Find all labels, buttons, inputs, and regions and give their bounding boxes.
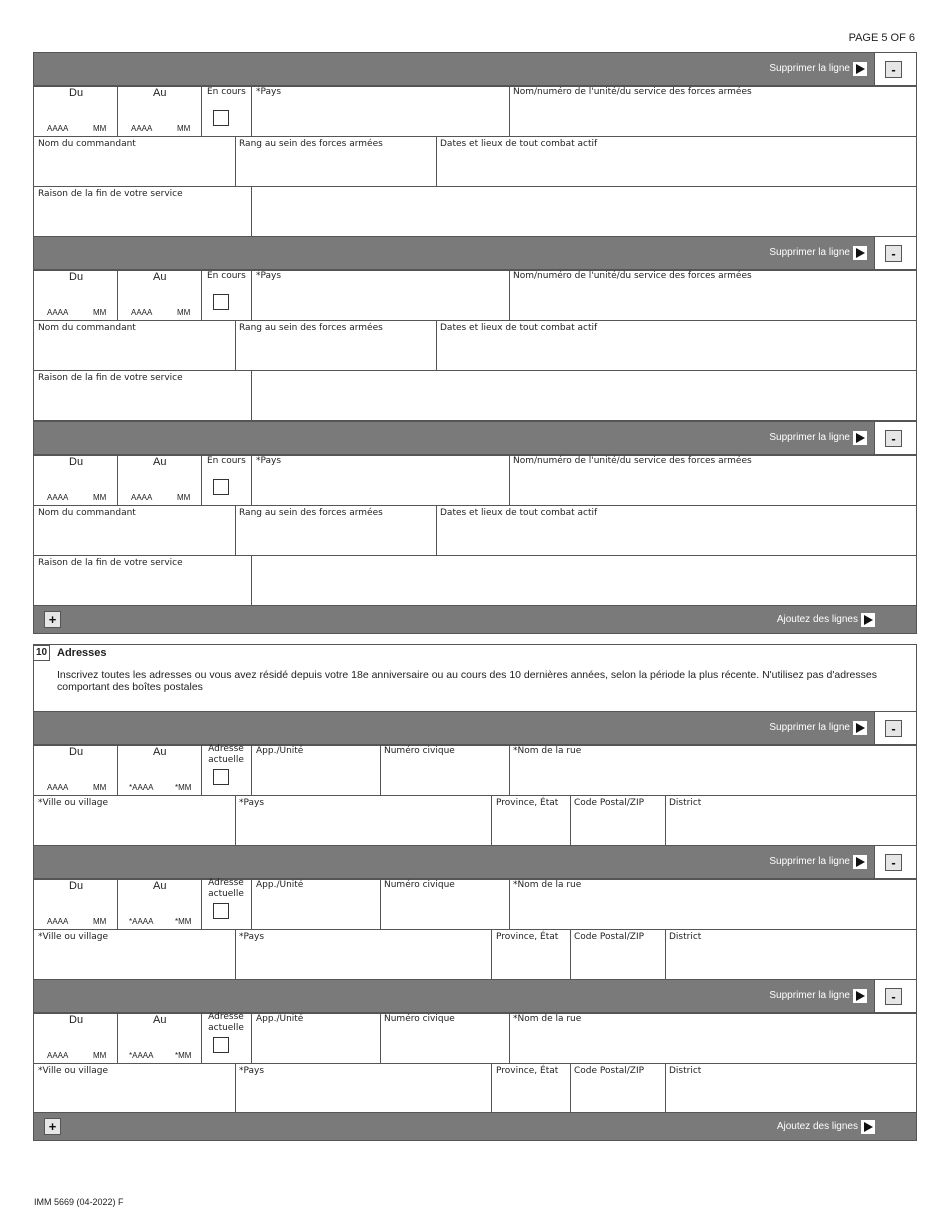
remove-button-cell [874,980,916,1012]
reason-field[interactable] [251,555,917,606]
city-label: *Ville ou village [38,798,109,808]
year-label: AAAA [47,493,69,502]
month-label: MM [177,124,191,133]
apt-label: App./Unité [256,1014,304,1024]
civic-label: Numéro civique [384,1014,455,1024]
to-label: Au [153,87,167,99]
add-lines-label: Ajoutez des lignes [776,1121,858,1132]
to-label: Au [153,271,167,283]
arrow-right-icon [853,989,867,1003]
rank-label: Rang au sein des forces armées [239,139,383,149]
current-address-label: Adresse actuelle [208,1012,244,1033]
year-label: AAAA [131,124,153,133]
remove-button-cell [874,53,916,85]
month-label: MM [93,308,107,317]
combat-label: Dates et lieux de tout combat actif [440,139,598,149]
district-label: District [669,1066,702,1076]
remove-button-cell [874,237,916,269]
apt-label: App./Unité [256,880,304,890]
arrow-right-icon [853,721,867,735]
remove-line-button[interactable]: - [885,245,902,262]
reason-field[interactable] [251,186,917,237]
district-label: District [669,798,702,808]
commander-label: Nom du commandant [38,323,136,333]
current-checkbox[interactable] [213,294,229,310]
province-label: Province, État [496,1066,559,1076]
year-label: *AAAA [129,783,154,792]
district-field[interactable] [665,929,917,980]
section-description: Inscrivez toutes les adresses ou vous avez résidé depuis votre 18e anniversaire ou au cours des 10 dernières années, selon la période la plus récente. N'utilisez pas d'adresses comportant des boîtes postales [57,669,877,693]
form-id: IMM 5669 (04-2022) F [34,1197,124,1207]
reason-label: Raison de la fin de votre service [38,373,183,383]
remove-button-cell [874,712,916,744]
year-label: AAAA [47,308,69,317]
current-label: En cours [207,456,246,466]
remove-line-button[interactable]: - [885,854,902,871]
month-label: MM [93,1051,107,1060]
remove-line-bar [33,236,917,270]
from-label: Du [69,746,84,758]
add-lines-label: Ajoutez des lignes [776,614,858,625]
current-address-label: Adresse actuelle [208,878,244,899]
unit-label: Nom/numéro de l'unité/du service des forces armées [513,87,752,97]
province-label: Province, État [496,932,559,942]
remove-button-cell [874,846,916,878]
postal-label: Code Postal/ZIP [574,1066,645,1076]
country-field[interactable] [235,929,492,980]
city-label: *Ville ou village [38,1066,109,1076]
add-lines-button[interactable]: + [44,1118,61,1135]
arrow-right-icon [861,1120,875,1134]
current-label: En cours [207,271,246,281]
country-field[interactable] [251,270,510,321]
remove-button-cell [874,422,916,454]
remove-line-bar [33,421,917,455]
civic-label: Numéro civique [384,880,455,890]
unit-label: Nom/numéro de l'unité/du service des forces armées [513,456,752,466]
remove-line-button[interactable]: - [885,61,902,78]
month-label: MM [177,493,191,502]
city-label: *Ville ou village [38,932,109,942]
country-label: *Pays [239,932,265,942]
remove-line-bar [33,52,917,86]
postal-label: Code Postal/ZIP [574,798,645,808]
street-label: *Nom de la rue [513,746,582,756]
current-checkbox[interactable] [213,110,229,126]
remove-line-label: Supprimer la ligne [769,432,850,443]
country-label: *Pays [256,271,282,281]
addresses-add-lines-bar [33,1112,917,1141]
combat-label: Dates et lieux de tout combat actif [440,323,598,333]
reason-label: Raison de la fin de votre service [38,189,183,199]
country-label: *Pays [256,87,282,97]
year-label: AAAA [47,917,69,926]
arrow-right-icon [853,855,867,869]
remove-line-label: Supprimer la ligne [769,856,850,867]
remove-line-bar [33,979,917,1013]
reason-label: Raison de la fin de votre service [38,558,183,568]
month-label: *MM [175,783,192,792]
military-add-lines-bar [33,605,917,634]
month-label: MM [177,308,191,317]
to-label: Au [153,880,167,892]
country-label: *Pays [239,798,265,808]
from-label: Du [69,271,84,283]
to-label: Au [153,456,167,468]
district-field[interactable] [665,795,917,846]
apt-label: App./Unité [256,746,304,756]
month-label: MM [93,917,107,926]
to-label: Au [153,1014,167,1026]
from-label: Du [69,1014,84,1026]
remove-line-bar [33,845,917,879]
remove-line-label: Supprimer la ligne [769,990,850,1001]
month-label: *MM [175,1051,192,1060]
rank-label: Rang au sein des forces armées [239,323,383,333]
province-label: Province, État [496,798,559,808]
add-lines-button[interactable]: + [44,611,61,628]
remove-line-bar [33,711,917,745]
month-label: MM [93,124,107,133]
reason-field[interactable] [251,370,917,421]
page-number: PAGE 5 OF 6 [848,32,915,44]
month-label: MM [93,783,107,792]
year-label: AAAA [47,783,69,792]
current-address-checkbox[interactable] [213,1037,229,1053]
arrow-right-icon [853,62,867,76]
country-field[interactable] [251,86,510,137]
combat-label: Dates et lieux de tout combat actif [440,508,598,518]
year-label: AAAA [47,124,69,133]
postal-label: Code Postal/ZIP [574,932,645,942]
country-label: *Pays [239,1066,265,1076]
from-label: Du [69,87,84,99]
arrow-right-icon [861,613,875,627]
country-label: *Pays [256,456,282,466]
district-label: District [669,932,702,942]
from-label: Du [69,880,84,892]
country-field[interactable] [235,795,492,846]
month-label: *MM [175,917,192,926]
street-label: *Nom de la rue [513,880,582,890]
remove-line-label: Supprimer la ligne [769,247,850,258]
current-checkbox[interactable] [213,479,229,495]
civic-label: Numéro civique [384,746,455,756]
year-label: AAAA [47,1051,69,1060]
remove-line-button[interactable]: - [885,988,902,1005]
current-address-checkbox[interactable] [213,769,229,785]
current-label: En cours [207,87,246,97]
commander-label: Nom du commandant [38,139,136,149]
arrow-right-icon [853,431,867,445]
remove-line-label: Supprimer la ligne [769,63,850,74]
rank-label: Rang au sein des forces armées [239,508,383,518]
district-field[interactable] [665,1063,917,1114]
year-label: *AAAA [129,1051,154,1060]
country-field[interactable] [235,1063,492,1114]
year-label: AAAA [131,493,153,502]
current-address-checkbox[interactable] [213,903,229,919]
remove-line-label: Supprimer la ligne [769,722,850,733]
unit-label: Nom/numéro de l'unité/du service des forces armées [513,271,752,281]
year-label: *AAAA [129,917,154,926]
year-label: AAAA [131,308,153,317]
remove-line-button[interactable]: - [885,430,902,447]
remove-line-button[interactable]: - [885,720,902,737]
street-label: *Nom de la rue [513,1014,582,1024]
country-field[interactable] [251,455,510,506]
section-title: Adresses [57,647,107,659]
from-label: Du [69,456,84,468]
section-number: 10 [33,645,50,661]
month-label: MM [93,493,107,502]
commander-label: Nom du commandant [38,508,136,518]
arrow-right-icon [853,246,867,260]
to-label: Au [153,746,167,758]
current-address-label: Adresse actuelle [208,744,244,765]
